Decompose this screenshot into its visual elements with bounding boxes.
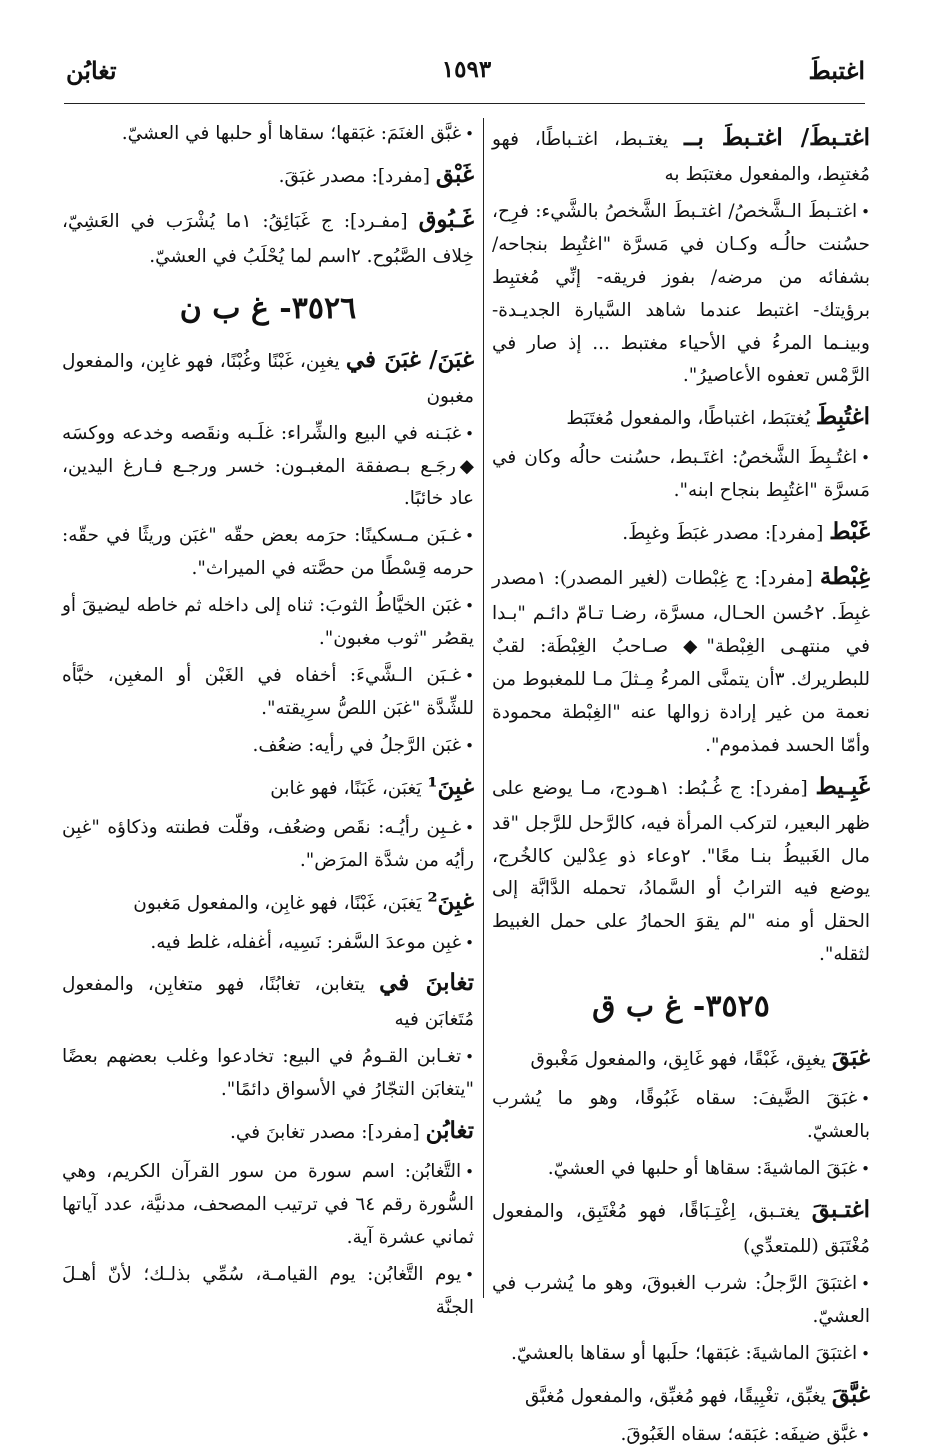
sub-sense [62,730,474,763]
bullet-icon: • [861,1274,870,1293]
sense-text: تغـابن القـومُ في البيع: تخادعوا وغلب بعضهم بعضًا "يتغابَن التجّارُ في الأسواق دائمًا". [62,1046,474,1101]
entry-headword: غبَقَ [831,1044,870,1072]
bullet-icon: • [465,818,474,837]
sense-text: غبِن موعدَ السَّفر: نَسِيه، أغفله، غلط فيه. [150,931,462,953]
entry-headword: تغابُن [425,1117,474,1145]
entry-definition: يغبِّق، تغْبِيقًا، فهو مُغبِّق، والمفعول مُغبَّق [525,1385,832,1407]
dictionary-entry [492,1375,870,1416]
sub-sense [492,442,870,508]
dictionary-entry [62,340,474,414]
dictionary-entry [492,397,870,438]
entry-definition: يُغتبَط، اغتباطًا، والمفعول مُغتَبَط [566,408,816,430]
sense-text: غـبَن مـسكينًا: حرَمه بعض حقّه "غبَن وريثًا في حقّه: حرمه قِسْطًا من حصَّته في الميراث". [62,525,474,580]
bullet-icon: • [861,202,870,221]
sub-sense [62,1156,474,1255]
bullet-icon: • [465,1048,474,1067]
entry-definition: [مفرد]: ج غِبْطات (لغير المصدر): ١مصدر غبِطَ. ٢حُسن الحـال، مسرَّة، رضـا تـامّ دائـم "بـدا في منتهـى الغِبْطة"◆ صـاحبُ الغِبْطَة: لقبٌ للبطريرك. ٣أن يتمنَّى المرءُ مِـثلَ مـا للمغبوط من نعمة من غير إرادة زوالها عنه "الغِبْطة محمودة وأمّا الحسد فمذموم". [492,568,871,756]
entry-headword: اغتـبطَ/ اغتـبطَ بــ [684,124,870,151]
entry-definition: [مفرد]: مصدر غبَطَ وغبِطَ. [622,523,830,545]
sub-sense [492,1083,870,1149]
entry-headword: غبَّقَ [831,1380,870,1408]
sense-text: غبَن الخيَّاطُ الثوبَ: ثناه إلى داخله ثم خاطه ليضيقَ أو يقصُر "ثوب مغبون". [62,595,474,650]
page-number: ١٥٩٣ [441,56,492,83]
sense-text: غـبِن رأيُـه: نقَص وضعُف، وقلّت فطنته وذكاؤه "غبِن رأيُه من شدَّة المرَض". [62,816,474,871]
dictionary-entry [492,118,870,192]
entry-headword: غَبِـيط [815,772,870,800]
bullet-icon: • [465,1163,474,1182]
sub-sense [62,660,474,726]
sub-sense [62,590,474,656]
entry-headword: غبِنَ¹ [427,772,474,800]
sub-sense [492,1419,870,1452]
sub-sense [492,1153,870,1186]
bullet-icon: • [465,736,474,755]
header-guide-word-right: اغتبطَ [808,56,865,85]
entry-definition: [مفرد]: مصدر غبَقَ. [278,165,436,187]
header-guide-word-left: تغابُن [66,56,117,85]
bullet-icon: • [861,449,870,468]
sub-sense [62,1041,474,1107]
dictionary-entry [62,200,474,274]
entry-definition: يتغابن، تغابُنًا، فهو متغابِن، والمفعول مُتَغابَن فيه [62,974,474,1031]
sense-text: اغتبَقَ الماشيةَ: غبَقها؛ حلَبها أو سقاها بالعشيّ. [511,1342,858,1364]
header-rule [64,103,865,104]
dictionary-entry [62,1111,474,1152]
dictionary-entry [62,767,474,808]
dictionary-entry [492,767,870,973]
entry-definition: يغبِق، غَبْقًا، فهو غَابِق، والمفعول مَغْبوق [530,1049,832,1071]
bullet-icon: • [861,1159,870,1178]
entry-headword: غَبْق [435,160,474,188]
entry-definition: [مفرد]: ج غُـبُط: ١هـودج، مـا يوضع على ظهر البعير، لتركب المرأة فيه، كالرَّحل للرَّجل "قد مال الغَبيطُ بنـا معًا". ٢وعاء ذو عِدْلين كالخُرج، يوضع فيه الترابُ أو السَّمادُ، تحمله الدَّابَّة إلى الحقل أو منه "لم يقوَ الحمارُ على حمل الغبيط لثقله". [492,777,870,966]
dictionary-entry [62,155,474,196]
bullet-icon: • [465,424,474,443]
bullet-icon: • [861,1426,870,1445]
entry-definition: يَغبَن، غَبَنًا، فهو غابن [270,777,428,799]
root-heading: ٣٥٢٦- غ ب ن [179,290,357,326]
left-column [62,118,474,1329]
dictionary-entry [492,557,870,763]
dictionary-entry [62,963,474,1037]
sense-text: غـبَن الـشَّيءَ: أخفاه في الغَبْن أو المغبِن، خبَّأه للشِّدَّة "غبَن اللصُّ سرِيقته". [62,665,474,719]
entry-headword: اغتُبِطَ [815,403,870,431]
sub-sense [62,1259,474,1325]
entry-definition: يَغبَن، غَبْنًا، فهو غابِن، والمفعول مَغبون [133,892,428,914]
dictionary-entry [492,512,870,553]
sense-text: اغتُـبِطَ الشَّخصُ: اغتَـبط، حسُنت حالُه وكان في مَسرَّة "اغتُبِط بنجاح ابنه". [492,447,870,502]
bullet-icon: • [465,125,474,143]
sense-text: غبَّق الغنَمَ: غبَقها؛ سقاها أو حلبها في العشيّ. [121,123,462,144]
entry-headword: غبَنَ/ غبَنَ في [345,345,474,373]
entry-definition: يغتـبط، اغتـباطًا، فهو مُغتبِط، والمفعول مغتبَط به [492,129,870,185]
sub-sense [492,1268,870,1334]
sense-text: غبَقَ الماشيةَ: سقاها أو حلبها في العشيّ. [547,1157,858,1179]
root-heading: ٣٥٢٥- غ ب ق [592,989,770,1025]
bullet-icon: • [465,1265,474,1284]
bullet-icon: • [465,597,474,616]
right-column [492,118,870,1456]
entry-headword: غبِنَ² [427,887,474,915]
sub-sense [62,812,474,878]
entry-definition: [مفرد]: مصدر تغابنَ في. [229,1122,426,1144]
sense-text: غبَـنه في البيع والشِّراء: غلَـبه ونقَصه وخدعه ووكسَه ◆رجَـع بـصفقة المغبـون: خسر ورجـع فـارغ اليدين، عاد خائبًا. [62,422,474,510]
entry-headword: اغتـبقَ [811,1195,870,1223]
entry-definition: يغبِن، غَبْنًا وغُبْنًا، فهو غابِن، والمفعول مغبون [62,350,474,407]
entry-headword: غَبْط [829,518,870,546]
sense-text: اغتـبطَ الـشَّخصُ/ اغتـبطَ الشَّخصُ بالشَّيء: فرِح، حسُنت حالُـه وكـان في مَسرَّة "اغتُبِط بنجاحه/ بشفائه من مرضه/ بفوز فريقه- إنِّي مُغتبِط برؤيتك- اغتبط عندما شاهد السَّيارة الجديـدة- وبينـما المرءُ في الأحياء مغتبط ... إذ صار في الرَّمْس تعفوه الأعاصيرُ". [492,200,870,387]
sense-text: التَّغابُن: اسم سورة من سور القرآن الكريم، وهي السُّورة رقم ٦٤ في ترتيب المصحف، مدنيَّة، عدد آياتها ثماني عشرة آية. [62,1161,474,1248]
bullet-icon: • [465,527,474,546]
sense-text: يوم التَّغابُن: يوم القيامـة، سُمِّي بذلـك؛ لأنّ أهـلَ الجنَّة [62,1263,474,1318]
entry-headword: غَـبُوق [418,205,474,233]
sub-sense [62,418,474,517]
entry-definition: [مفـرد]: ج غَبَائِقُ: ١ما يُشْرَب في العَشِيّ، خِلاف الصَّبُوح. ٢اسم لما يُحْلَبُ في العشيّ. [62,210,474,267]
bullet-icon: • [465,667,474,686]
sub-sense [492,1338,870,1371]
sense-text: غبَقَ الضَّيفَ: سقاه غَبُوقًا، وهو ما يُشرب بالعشيّ. [492,1088,870,1143]
entry-headword: تغابنَ في [379,969,474,997]
entry-headword: غِبْطة [819,563,870,591]
bullet-icon: • [861,1090,870,1109]
sub-sense [62,118,474,151]
sub-sense [492,196,870,394]
sense-text: غبَّق ضيفَه: غبَقه؛ سقاه الغَبُوقَ. [620,1424,858,1446]
bullet-icon: • [861,1344,870,1363]
sense-text: غبَن الرَّجلُ في رأيه: ضعُف. [252,734,462,756]
sense-text: اغتبَقَ الرَّجلُ: شرب الغبوقَ، وهو ما يُشرب في العشيّ. [492,1272,870,1327]
dictionary-entry [492,1038,870,1079]
dictionary-entry [62,882,474,923]
sub-sense [62,927,474,960]
column-divider [483,118,484,1298]
bullet-icon: • [465,933,474,952]
dictionary-entry [492,1190,870,1264]
entry-definition: يغتـبق، اِغْتِـبَاقًا، فهو مُغْتَبِق، والمفعول مُغْتَبَق (للمتعدِّي) [492,1200,870,1257]
sub-sense [62,520,474,586]
